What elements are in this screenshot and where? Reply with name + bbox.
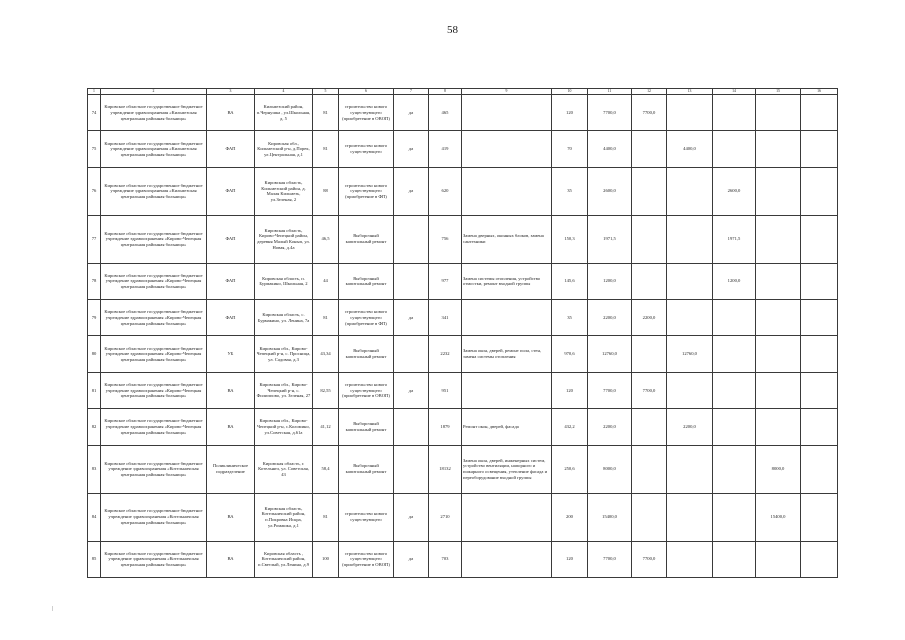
work-description-cell: Ремонт окон, дверей, фасада — [462, 409, 552, 445]
table-row — [88, 372, 838, 408]
facility-type-cell: ВА — [207, 541, 255, 577]
facility-address-cell: Кировская обл., Кирово-Чепецкий р-н, с. Филиппово, ул. Зеленая, 27 — [255, 372, 313, 408]
cost-year-3-cell — [713, 541, 756, 577]
column-number-1: 1 — [88, 89, 101, 95]
column-number-6: 6 — [339, 89, 394, 95]
new-construction-flag-cell — [394, 336, 429, 372]
cost-year-2-cell — [667, 300, 713, 336]
served-population-cell: 465 — [429, 95, 462, 131]
total-cost-cell: 1200,0 — [588, 263, 632, 299]
work-description-cell: Замена окон, дверей, инженерных систем, устройство вентиляции, напорного и пожарного освещения, утепление фасада и переоборудование входной группы — [462, 445, 552, 493]
new-construction-flag-cell: да — [394, 95, 429, 131]
column-number-13: 13 — [667, 89, 713, 95]
cost-year-1-cell — [632, 336, 667, 372]
facility-address-cell: Кировская область , Котельничский район, п.Светлый, ул.Ленина, д.9 — [255, 541, 313, 577]
served-population-cell: 1879 — [429, 409, 462, 445]
cost-year-1-cell: 7700,0 — [632, 541, 667, 577]
wear-percent-cell: 81 — [313, 95, 339, 131]
column-number-3: 3 — [207, 89, 255, 95]
area-cell: 70 — [552, 131, 588, 167]
total-cost-cell: 8000,0 — [588, 445, 632, 493]
total-cost-cell: 4400,0 — [588, 131, 632, 167]
cost-year-2-cell: 4400,0 — [667, 131, 713, 167]
area-cell: 200 — [552, 493, 588, 541]
cost-year-1-cell: 7700,0 — [632, 95, 667, 131]
cost-year-5-cell — [801, 445, 838, 493]
total-cost-cell: 7700,0 — [588, 372, 632, 408]
cost-year-1-cell — [632, 215, 667, 263]
table-row — [88, 95, 838, 131]
facilities-table — [87, 88, 838, 578]
cost-year-3-cell — [713, 131, 756, 167]
institution-name-cell: Кировское областное государственное бюджетное учреждение здравоохранения «Кирово-Чепецкая центральная районная больница» — [101, 336, 207, 372]
work-type-cell: Выборочный капитальный ремонт — [339, 445, 394, 493]
wear-percent-cell: 41,12 — [313, 409, 339, 445]
cost-year-2-cell: 2200,0 — [667, 409, 713, 445]
cost-year-3-cell — [713, 445, 756, 493]
work-description-cell — [462, 541, 552, 577]
area-cell: 145,6 — [552, 263, 588, 299]
served-population-cell: 419 — [429, 131, 462, 167]
column-number-7: 7 — [394, 89, 429, 95]
facility-address-cell: Кировская область, Кильмезский район, д. Малая Кильмезь, ул.Зеленая, 2 — [255, 167, 313, 215]
column-number-2: 2 — [101, 89, 207, 95]
facility-address-cell: Кильмезский район, п.Чернушка , ул.Школьная, д. 5 — [255, 95, 313, 131]
row-number-cell: 75 — [88, 131, 101, 167]
new-construction-flag-cell: да — [394, 300, 429, 336]
area-cell: 970,6 — [552, 336, 588, 372]
column-number-15: 15 — [756, 89, 801, 95]
work-type-cell: строительство нового существующего — [339, 493, 394, 541]
cost-year-5-cell — [801, 372, 838, 408]
served-population-cell: 2232 — [429, 336, 462, 372]
institution-name-cell: Кировское областное государственное бюджетное учреждение здравоохранения «Котельничская центральная районная больница» — [101, 541, 207, 577]
institution-name-cell: Кировское областное государственное бюджетное учреждение здравоохранения «Кирово-Чепецкая центральная районная больница» — [101, 409, 207, 445]
table-row — [88, 263, 838, 299]
row-number-cell: 76 — [88, 167, 101, 215]
table-row — [88, 131, 838, 167]
cost-year-5-cell — [801, 131, 838, 167]
served-population-cell: 341 — [429, 300, 462, 336]
cost-year-3-cell — [713, 95, 756, 131]
total-cost-cell: 7700,0 — [588, 541, 632, 577]
cost-year-4-cell — [756, 131, 801, 167]
row-number-cell: 85 — [88, 541, 101, 577]
table-row — [88, 215, 838, 263]
work-type-cell: строительство нового существующего — [339, 131, 394, 167]
work-description-cell — [462, 372, 552, 408]
facility-type-cell: ФАП — [207, 167, 255, 215]
cost-year-5-cell — [801, 336, 838, 372]
cost-year-3-cell — [713, 493, 756, 541]
new-construction-flag-cell — [394, 215, 429, 263]
cost-year-5-cell — [801, 215, 838, 263]
work-type-cell: строительство нового существующего (приобретение в ОВОП) — [339, 541, 394, 577]
work-description-cell — [462, 95, 552, 131]
facility-type-cell: ФАП — [207, 215, 255, 263]
facility-type-cell: ВА — [207, 95, 255, 131]
total-cost-cell: 7700,0 — [588, 95, 632, 131]
cost-year-2-cell — [667, 215, 713, 263]
cost-year-3-cell: 1200,0 — [713, 263, 756, 299]
table-row — [88, 336, 838, 372]
cost-year-3-cell — [713, 336, 756, 372]
wear-percent-cell: 81 — [313, 493, 339, 541]
served-population-cell: 703 — [429, 541, 462, 577]
cost-year-1-cell — [632, 167, 667, 215]
work-type-cell: строительство нового существующего (приобретение в ФП) — [339, 167, 394, 215]
work-description-cell: Замена системы отопления, устройство отмостки, ремонт входной группы — [462, 263, 552, 299]
institution-name-cell: Кировское областное государственное бюджетное учреждение здравоохранения «Кирово-Чепецкая центральная районная больница» — [101, 215, 207, 263]
cost-year-2-cell — [667, 372, 713, 408]
work-type-cell: Выборочный капитальный ремонт — [339, 215, 394, 263]
column-number-16: 16 — [801, 89, 838, 95]
work-type-cell: строительство нового существующего (приобретение в ОВОП) — [339, 95, 394, 131]
table-row — [88, 445, 838, 493]
served-population-cell: 18132 — [429, 445, 462, 493]
cost-year-4-cell: 15400,0 — [756, 493, 801, 541]
cost-year-1-cell: 2200,0 — [632, 300, 667, 336]
institution-name-cell: Кировское областное государственное бюджетное учреждение здравоохранения «Кирово-Чепецкая центральная районная больница» — [101, 263, 207, 299]
facility-type-cell: ВА — [207, 493, 255, 541]
cost-year-4-cell: 8000,0 — [756, 445, 801, 493]
wear-percent-cell: 58,4 — [313, 445, 339, 493]
total-cost-cell: 15400,0 — [588, 493, 632, 541]
work-description-cell — [462, 131, 552, 167]
cost-year-1-cell — [632, 493, 667, 541]
wear-percent-cell: 44 — [313, 263, 339, 299]
facility-address-cell: Кировская область, г. Котельнич, ул. Советская, 43 — [255, 445, 313, 493]
cost-year-5-cell — [801, 409, 838, 445]
facility-type-cell: ВА — [207, 409, 255, 445]
row-number-cell: 82 — [88, 409, 101, 445]
institution-name-cell: Кировское областное государственное бюджетное учреждение здравоохранения «Котельничская центральная районная больница» — [101, 445, 207, 493]
area-cell: 35 — [552, 300, 588, 336]
work-type-cell: Выборочный капитальный ремонт — [339, 409, 394, 445]
new-construction-flag-cell: да — [394, 167, 429, 215]
work-type-cell: строительство нового существующего (приобретение в ОВОП) — [339, 372, 394, 408]
area-cell: 120 — [552, 95, 588, 131]
cost-year-1-cell — [632, 263, 667, 299]
facility-address-cell: Кировская область, п. Бурмакино, Школьная, 2 — [255, 263, 313, 299]
row-number-cell: 83 — [88, 445, 101, 493]
area-cell: 150,3 — [552, 215, 588, 263]
wear-percent-cell: 81 — [313, 131, 339, 167]
cost-year-2-cell — [667, 445, 713, 493]
wear-percent-cell: 46,5 — [313, 215, 339, 263]
institution-name-cell: Кировское областное государственное бюджетное учреждение здравоохранения «Кирово-Чепецкая центральная районная больница» — [101, 300, 207, 336]
wear-percent-cell: 81 — [313, 300, 339, 336]
cost-year-2-cell — [667, 493, 713, 541]
area-cell: 432,2 — [552, 409, 588, 445]
work-description-cell — [462, 300, 552, 336]
cost-year-4-cell — [756, 300, 801, 336]
facility-address-cell: Кировская область, Котельничский район, п.Покровка Искра, ул.Ромашка, д.1 — [255, 493, 313, 541]
column-number-12: 12 — [632, 89, 667, 95]
new-construction-flag-cell: да — [394, 493, 429, 541]
cost-year-4-cell — [756, 167, 801, 215]
total-cost-cell: 12760,0 — [588, 336, 632, 372]
facility-address-cell: Кировская обл., Кирово-Чепецкий р-н, с. Просница, ул. Садовая, д.3 — [255, 336, 313, 372]
facility-address-cell: Кировская обл., Кильмезский р-н, д.Порек, ул.Центральная, д.1 — [255, 131, 313, 167]
table-row — [88, 300, 838, 336]
work-description-cell: Замена дверных, оконных блоков, замена сантехники — [462, 215, 552, 263]
new-construction-flag-cell — [394, 409, 429, 445]
table-row — [88, 167, 838, 215]
area-cell: 250,6 — [552, 445, 588, 493]
column-number-5: 5 — [313, 89, 339, 95]
cost-year-1-cell — [632, 131, 667, 167]
cost-year-4-cell — [756, 95, 801, 131]
facility-address-cell: Кировская область, с. Бурмакино, ул. Ленина, 7а — [255, 300, 313, 336]
cost-year-1-cell: 7700,0 — [632, 372, 667, 408]
cost-year-3-cell: 2600,0 — [713, 167, 756, 215]
work-type-cell: строительство нового существующего (приобретение в ФП) — [339, 300, 394, 336]
facility-type-cell: ФАП — [207, 300, 255, 336]
cost-year-5-cell — [801, 95, 838, 131]
wear-percent-cell: 100 — [313, 541, 339, 577]
cost-year-2-cell — [667, 95, 713, 131]
institution-name-cell: Кировское областное государственное бюджетное учреждение здравоохранения «Кирово-Чепецкая центральная районная больница» — [101, 372, 207, 408]
total-cost-cell: 2200,0 — [588, 300, 632, 336]
table-body — [88, 89, 838, 578]
new-construction-flag-cell — [394, 445, 429, 493]
facility-address-cell: Кировская обл., Кирово-Чепецкий р-н, с.Коломино, ул.Советская, д.61а — [255, 409, 313, 445]
row-number-cell: 80 — [88, 336, 101, 372]
cost-year-2-cell: 12760,0 — [667, 336, 713, 372]
facility-type-cell: Поликлиническое подразделение — [207, 445, 255, 493]
cost-year-3-cell — [713, 300, 756, 336]
scan-mark — [52, 606, 53, 611]
new-construction-flag-cell — [394, 263, 429, 299]
wear-percent-cell: 88 — [313, 167, 339, 215]
area-cell: 35 — [552, 167, 588, 215]
cost-year-5-cell — [801, 541, 838, 577]
column-number-4: 4 — [255, 89, 313, 95]
institution-name-cell: Кировское областное государственное бюджетное учреждение здравоохранения «Кильмезская центральная районная больница» — [101, 131, 207, 167]
row-number-cell: 74 — [88, 95, 101, 131]
cost-year-4-cell — [756, 263, 801, 299]
table-row — [88, 409, 838, 445]
total-cost-cell: 2600,0 — [588, 167, 632, 215]
column-number-14: 14 — [713, 89, 756, 95]
cost-year-3-cell: 1971,5 — [713, 215, 756, 263]
area-cell: 120 — [552, 541, 588, 577]
table-row — [88, 493, 838, 541]
column-number-8: 8 — [429, 89, 462, 95]
cost-year-3-cell — [713, 409, 756, 445]
total-cost-cell: 1971,5 — [588, 215, 632, 263]
row-number-cell: 84 — [88, 493, 101, 541]
facility-type-cell: ВА — [207, 372, 255, 408]
wear-percent-cell: 82,55 — [313, 372, 339, 408]
new-construction-flag-cell: да — [394, 372, 429, 408]
work-type-cell: Выборочный капитальный ремонт — [339, 336, 394, 372]
served-population-cell: 620 — [429, 167, 462, 215]
cost-year-4-cell — [756, 215, 801, 263]
institution-name-cell: Кировское областное государственное бюджетное учреждение здравоохранения «Кильмезская центральная районная больница» — [101, 95, 207, 131]
facility-address-cell: Кировская область, Кирово-Чепецкий район, деревня Малый Конып, ул. Новая, д.4а — [255, 215, 313, 263]
column-number-10: 10 — [552, 89, 588, 95]
institution-name-cell: Кировское областное государственное бюджетное учреждение здравоохранения «Кильмезская центральная районная больница» — [101, 167, 207, 215]
area-cell: 120 — [552, 372, 588, 408]
new-construction-flag-cell: да — [394, 541, 429, 577]
total-cost-cell: 2200,0 — [588, 409, 632, 445]
cost-year-2-cell — [667, 263, 713, 299]
page-number: 58 — [447, 24, 458, 36]
table-row — [88, 541, 838, 577]
cost-year-4-cell — [756, 541, 801, 577]
cost-year-5-cell — [801, 167, 838, 215]
served-population-cell: 951 — [429, 372, 462, 408]
cost-year-5-cell — [801, 493, 838, 541]
cost-year-1-cell — [632, 445, 667, 493]
institution-name-cell: Кировское областное государственное бюджетное учреждение здравоохранения «Котельничская центральная районная больница» — [101, 493, 207, 541]
cost-year-4-cell — [756, 336, 801, 372]
row-number-cell: 81 — [88, 372, 101, 408]
cost-year-4-cell — [756, 409, 801, 445]
served-population-cell: 2710 — [429, 493, 462, 541]
row-number-cell: 77 — [88, 215, 101, 263]
cost-year-3-cell — [713, 372, 756, 408]
facility-type-cell: УБ — [207, 336, 255, 372]
work-description-cell: Замена окон, дверей, ремонт пола, стен, замена системы отопления — [462, 336, 552, 372]
cost-year-2-cell — [667, 541, 713, 577]
facility-type-cell: ФАП — [207, 263, 255, 299]
facility-type-cell: ФАП — [207, 131, 255, 167]
cost-year-4-cell — [756, 372, 801, 408]
work-type-cell: Выборочный капитальный ремонт — [339, 263, 394, 299]
column-number-9: 9 — [462, 89, 552, 95]
work-description-cell — [462, 493, 552, 541]
cost-year-5-cell — [801, 263, 838, 299]
cost-year-2-cell — [667, 167, 713, 215]
row-number-cell: 79 — [88, 300, 101, 336]
cost-year-5-cell — [801, 300, 838, 336]
cost-year-1-cell — [632, 409, 667, 445]
row-number-cell: 78 — [88, 263, 101, 299]
served-population-cell: 977 — [429, 263, 462, 299]
work-description-cell — [462, 167, 552, 215]
served-population-cell: 756 — [429, 215, 462, 263]
new-construction-flag-cell: да — [394, 131, 429, 167]
wear-percent-cell: 43,34 — [313, 336, 339, 372]
column-number-11: 11 — [588, 89, 632, 95]
